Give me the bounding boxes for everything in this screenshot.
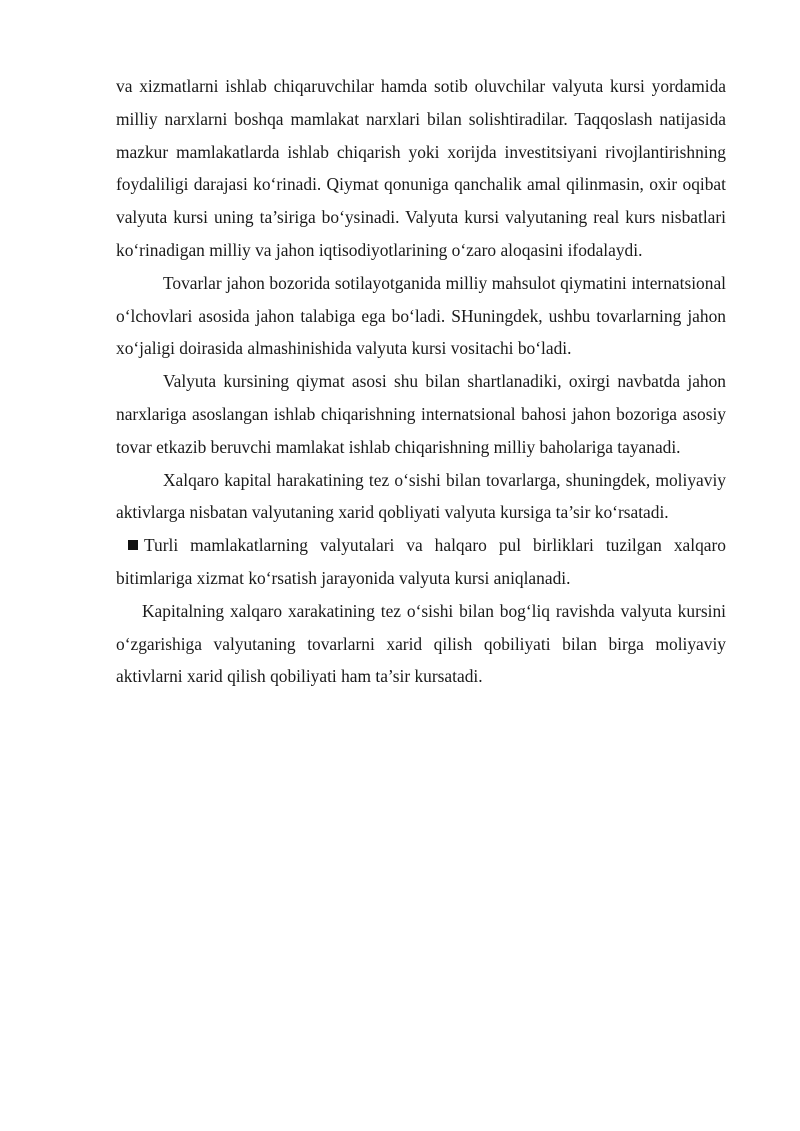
document-page [116, 70, 726, 693]
paragraph-4: Xalqaro kapital harakatining tez o‘sishi bilan tovarlarga, shuningdek, moliyaviy aktivlarga nisbatan valyutaning xarid qobliyati valyuta kursiga ta’sir ko‘rsatadi. [116, 469, 726, 523]
paragraph-2: Tovarlar jahon bozorida sotilayotganida milliy mahsulot qiymatini internatsional o‘lchovlari asosida jahon talabiga ega bo‘ladi. SHuningdek, ushbu tovarlarning jahon xo‘jaligi doirasida almashinishida valyuta kursi vositachi bo‘ladi. [116, 272, 726, 359]
closing-paragraph: Kapitalning xalqaro xarakatining tez o‘sishi bilan bog‘liq ravishda valyuta kursini o‘zgarishiga valyutaning tovarlarni xarid qilish qobiliyati bilan birga moliyaviy aktivlarni xarid qilish qobiliyati ham ta’sir kursatadi. [116, 600, 726, 687]
paragraph-3: Valyuta kursining qiymat asosi shu bilan shartlanadiki, oxirgi navbatda jahon narxlariga asoslangan ishlab chiqarishning internatsional bahosi jahon bozoriga asosiy tovar etkazib beruvchi mamlakat ishlab chiqarishning milliy baholariga tayanadi. [116, 371, 726, 457]
square-bullet-icon [128, 540, 138, 550]
paragraph-1: va xizmatlarni ishlab chiqaruvchilar hamda sotib oluvchilar valyuta kursi yordamida milliy narxlarni boshqa mamlakat narxlari bilan solishtiradilar. Taqqoslash natijasida mazkur mamlakatlarda ishlab chiqarish yoki xorijda investitsiyani rivojlantirishning foydaliligi darajasi ko‘rinadi. Qiymat qonuniga qanchalik amal qilinmasin, oxir oqibat valyuta kursi uning ta’siriga bo‘ysinadi. Valyuta kursi valyutaning real kurs nisbatlari ko‘rinadigan milliy va jahon iqtisodiyotlarining o‘zaro aloqasini ifodalaydi. [116, 76, 726, 260]
bullet-paragraph [116, 529, 726, 595]
bullet-text: Turli mamlakatlarning valyutalari va halqaro pul birliklari tuzilgan xalqaro bitimlariga xizmat ko‘rsatish jarayonida valyuta kursi aniqlanadi. [116, 535, 726, 588]
